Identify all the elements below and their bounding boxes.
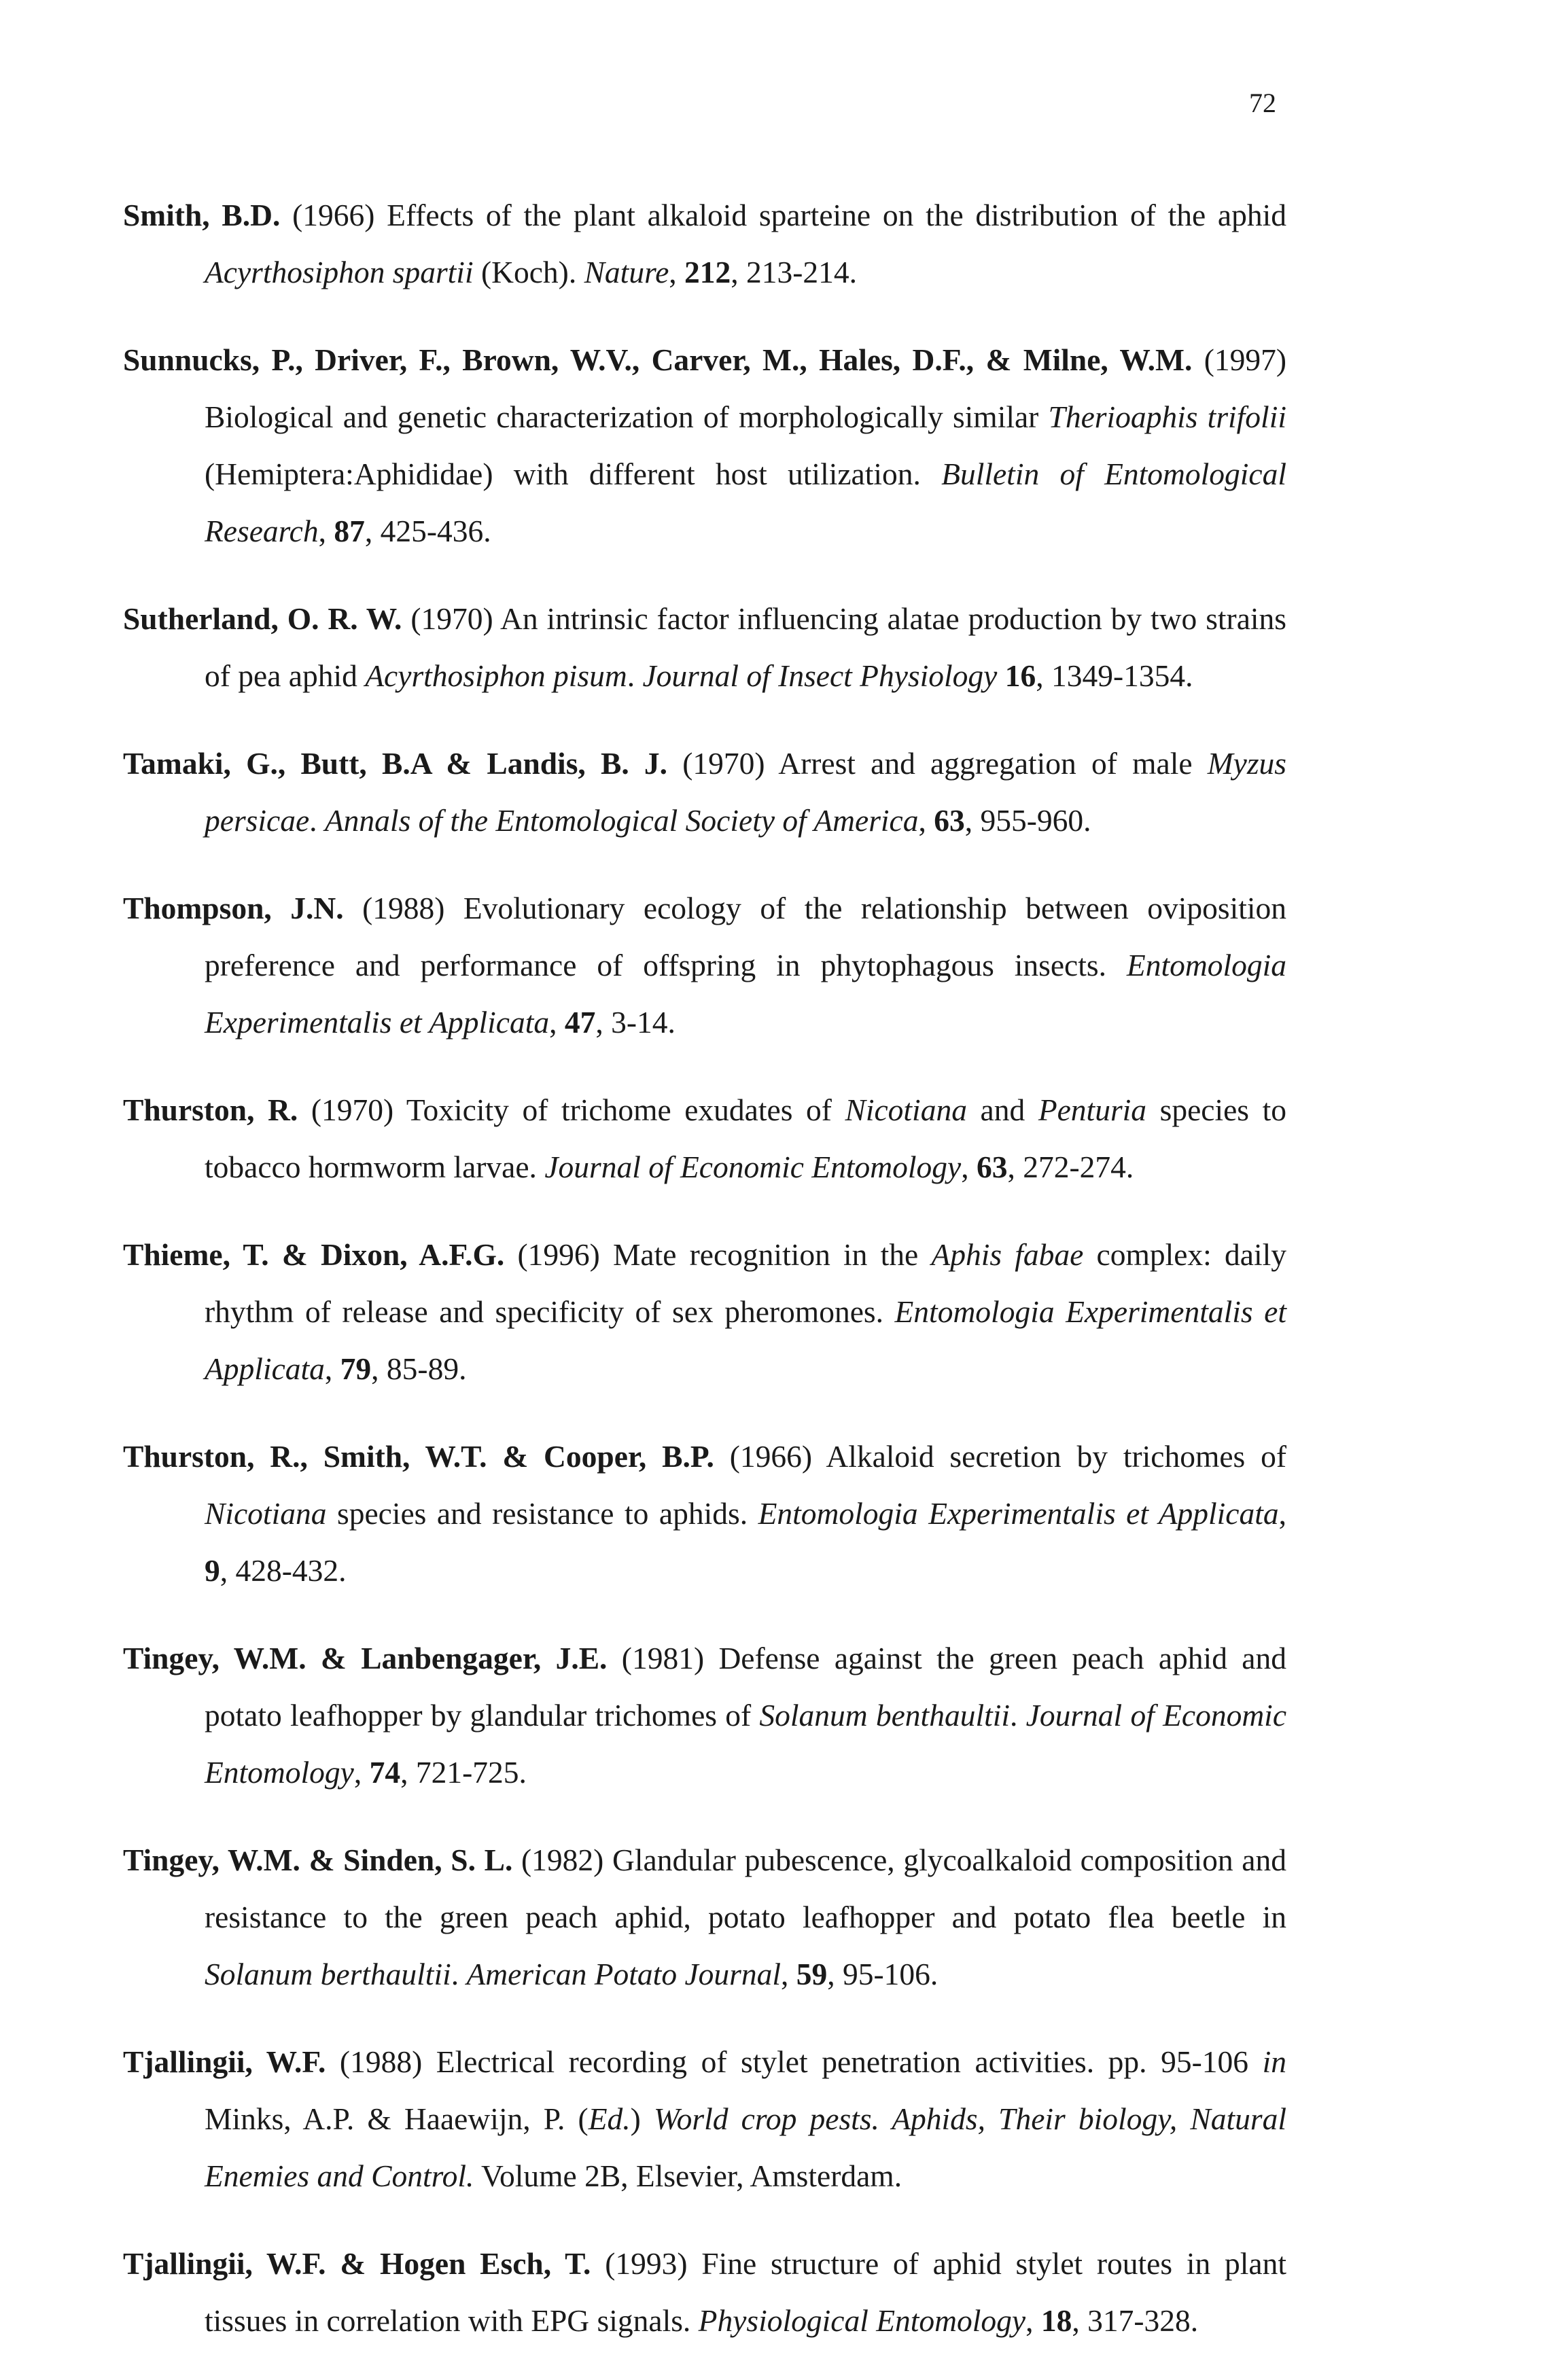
reference-text: species and resistance to aphids. <box>326 1496 758 1531</box>
page-number: 72 <box>1249 88 1276 118</box>
reference-text: , 95-106. <box>827 1957 938 1991</box>
reference-text: , 1349-1354. <box>1036 658 1193 693</box>
reference-text: , 272-274. <box>1007 1150 1134 1184</box>
reference-text: complex: daily rhythm of release and specificity of sex pheromones. <box>205 1237 1286 1329</box>
reference-text: Minks, A.P. & Haaewijn, P. ( <box>205 2101 589 2136</box>
reference-text: , <box>1278 1496 1287 1531</box>
reference-volume: 18 <box>1040 2303 1072 2338</box>
reference-volume: 47 <box>564 1005 596 1040</box>
reference-text: , <box>353 1755 370 1790</box>
reference-authors: Sutherland, O. R. W. <box>123 601 402 636</box>
reference-authors: Tingey, W.M. & Lanbengager, J.E. <box>123 1641 608 1675</box>
reference-text: (1988) Electrical recording of stylet penetration activities. pp. 95-106 <box>326 2044 1263 2079</box>
reference-italic-title: Annals of the Entomological Society of America <box>324 803 919 838</box>
reference-italic-title: Nicotiana <box>205 1496 327 1531</box>
reference-text: Volume 2B, Elsevier, Amsterdam. <box>474 2159 902 2193</box>
reference-italic-title: Penturia <box>1038 1093 1147 1127</box>
reference-text: , 3-14. <box>595 1005 676 1040</box>
reference-authors: Sunnucks, P., Driver, F., Brown, W.V., Carver, M., Hales, D.F., & Milne, W.M. <box>123 342 1193 377</box>
reference-text: (1966) Alkaloid secretion by trichomes of <box>714 1439 1286 1474</box>
reference-volume: 74 <box>369 1755 401 1790</box>
reference-text: , 721-725. <box>400 1755 527 1790</box>
reference-text: . <box>451 1957 467 1991</box>
reference-text: (1997) Biological and genetic characterization of morphologically similar <box>205 342 1286 434</box>
reference-italic-title: Journal of Economic Entomology <box>544 1150 962 1184</box>
reference-text: , <box>669 255 685 289</box>
reference-text: , 425-436. <box>364 514 491 548</box>
reference-italic-title: Entomologia Experimentalis et Applicata <box>205 1294 1286 1386</box>
reference-text: (1982) Glandular pubescence, glycoalkaloid composition and resistance to the green peach aphid, potato leafhopper and potato flea beetle in <box>205 1843 1286 1934</box>
reference-text: , <box>324 1351 340 1386</box>
reference-italic-title: Ed. <box>588 2101 631 2136</box>
reference-italic-title: in <box>1262 2044 1286 2079</box>
reference-entry <box>123 332 1286 560</box>
reference-italic-title: Journal of Economic Entomology <box>205 1698 1287 1790</box>
reference-volume: 212 <box>684 255 731 289</box>
reference-text: , 428-432. <box>220 1553 347 1588</box>
reference-italic-title: Physiological Entomology <box>698 2303 1026 2338</box>
reference-text: (Koch). <box>473 255 584 289</box>
reference-italic-title: Acyrthosiphon spartii <box>205 255 474 289</box>
reference-italic-title: Aphis fabae <box>931 1237 1084 1272</box>
reference-italic-title: Therioaphis trifolii <box>1048 399 1286 434</box>
reference-text: , <box>781 1957 796 1991</box>
reference-entry <box>123 2235 1286 2349</box>
reference-authors: Tingey, W.M. & Sinden, S. L. <box>123 1843 513 1877</box>
reference-volume: 63 <box>976 1150 1008 1184</box>
reference-text: (1970) An intrinsic factor influencing alatae production by two strains of pea aphid <box>205 601 1286 693</box>
reference-italic-title: World crop pests. Aphids, Their biology, Natural Enemies and Control. <box>205 2101 1286 2193</box>
reference-volume: 87 <box>334 514 365 548</box>
reference-text <box>997 658 1004 693</box>
reference-italic-title: Solanum berthaultii <box>205 1957 451 1991</box>
reference-text: . <box>1010 1698 1026 1733</box>
reference-entry <box>123 187 1286 301</box>
reference-authors: Tamaki, G., Butt, B.A & Landis, B. J. <box>123 746 668 781</box>
reference-text: and <box>966 1093 1038 1127</box>
reference-italic-title: Acyrthosiphon pisum <box>365 658 627 693</box>
reference-text: , <box>1025 2303 1041 2338</box>
reference-text: . <box>309 803 325 838</box>
reference-italic-title: Journal of Insect Physiology <box>642 658 998 693</box>
reference-list <box>123 187 1286 2380</box>
reference-volume: 9 <box>205 1553 220 1588</box>
reference-text: , <box>549 1005 565 1040</box>
reference-text: (1988) Evolutionary ecology of the relationship between oviposition preference and performance of offspring in phytophagous insects. <box>205 891 1287 982</box>
reference-italic-title: American Potato Journal <box>466 1957 781 1991</box>
reference-entry <box>123 1630 1286 1801</box>
reference-authors: Thompson, J.N. <box>123 891 344 925</box>
reference-entry <box>123 1832 1286 2003</box>
reference-italic-title: Nicotiana <box>845 1093 967 1127</box>
reference-authors: Thurston, R., Smith, W.T. & Cooper, B.P. <box>123 1439 714 1474</box>
reference-text: (Hemiptera:Aphididae) with different host utilization. <box>205 457 942 491</box>
reference-authors: Thieme, T. & Dixon, A.F.G. <box>123 1237 505 1272</box>
reference-text: , 317-328. <box>1072 2303 1199 2338</box>
reference-italic-title: Nature <box>584 255 669 289</box>
reference-text: , 213-214. <box>731 255 858 289</box>
reference-volume: 59 <box>796 1957 828 1991</box>
reference-text: . <box>627 658 643 693</box>
reference-text: species to tobacco hormworm larvae. <box>205 1093 1286 1184</box>
reference-authors: Tjallingii, W.F. <box>123 2044 326 2079</box>
reference-volume: 79 <box>340 1351 372 1386</box>
reference-text: , 85-89. <box>371 1351 467 1386</box>
reference-italic-title: Entomologia Experimentalis et Applicata <box>205 948 1286 1040</box>
reference-authors: Thurston, R. <box>123 1093 298 1127</box>
reference-text: (1970) Arrest and aggregation of male <box>667 746 1208 781</box>
reference-italic-title: Entomologia Experimentalis et Applicata <box>758 1496 1279 1531</box>
reference-text: (1966) Effects of the plant alkaloid sparteine on the distribution of the aphid <box>280 198 1286 232</box>
reference-volume: 16 <box>1004 658 1036 693</box>
reference-text: (1970) Toxicity of trichome exudates of <box>298 1093 845 1127</box>
reference-text: , <box>918 803 934 838</box>
reference-authors: Smith, B.D. <box>123 198 281 232</box>
reference-italic-title: Bulletin of Entomological Research <box>205 457 1287 548</box>
reference-authors: Tjallingii, W.F. & Hogen Esch, T. <box>123 2246 591 2281</box>
reference-italic-title: Solanum benthaultii <box>759 1698 1011 1733</box>
reference-entry <box>123 735 1286 849</box>
reference-entry <box>123 2033 1286 2205</box>
reference-volume: 63 <box>934 803 965 838</box>
reference-entry <box>123 1226 1286 1398</box>
reference-text: (1981) Defense against the green peach aphid and potato leafhopper by glandular trichomes of <box>205 1641 1286 1733</box>
reference-text: , 955-960. <box>964 803 1091 838</box>
reference-text: , <box>318 514 334 548</box>
reference-text: (1993) Fine structure of aphid stylet routes in plant tissues in correlation with EPG signals. <box>205 2246 1286 2338</box>
reference-text: ) <box>630 2101 654 2136</box>
reference-text: (1996) Mate recognition in the <box>504 1237 932 1272</box>
reference-entry <box>123 880 1286 1051</box>
reference-entry <box>123 1082 1286 1196</box>
reference-text: , <box>961 1150 977 1184</box>
reference-entry <box>123 590 1286 705</box>
reference-italic-title: Myzus persicae <box>205 746 1286 838</box>
reference-entry <box>123 1428 1286 1599</box>
